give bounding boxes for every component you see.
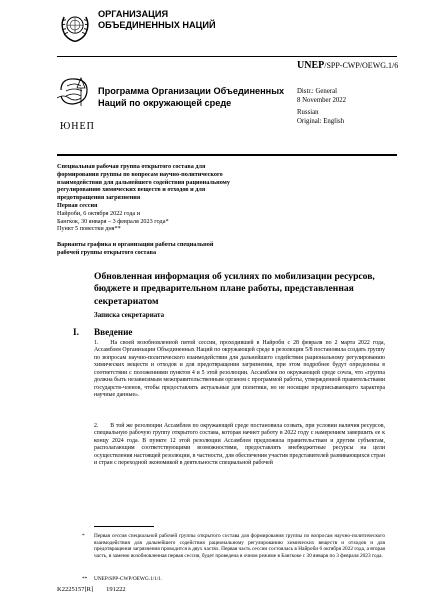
paragraph-2: 2. В той же резолюции Ассамблея по окружающей среде постановила созвать, при условии наличия ресурсов, специальную рабочую группу открытого состава, которая начнет работу в 2022 году с намерением завершить ее к концу 2024 года. В пункте 12 этой резолюции Ассамблея предложила правительствам и другим субъектам, располагающим соответствующими возможностями, предоставлять внебюджетные ресурсы на цели осуществления настоящей резолюции, в частности, для обеспечения участия представителей развивающихся стран и стран с переходной экономикой в деятельности специальной рабочей [94, 423, 385, 467]
meeting-block [57, 163, 237, 233]
document-date: 8 November 2022 [297, 96, 347, 104]
distribution: Distr.: General [297, 88, 338, 95]
agenda-item: Пункт 5 повестки дня** [57, 225, 121, 233]
footnote-1-text: Первая сессия специальной рабочей группы открытого состава для формирования группы по вопросам научно-политического взаимодействия для дальнейшего содействия рациональному регулированию химических веществ и отходов и для предотвращения загрязнения проводится в двух частях. Первая часть сессии состоялась в Найроби 6 октября 2022 года, а вторая часть, в заменю возобновленная первая сессия, будет проведена в очном режиме в Бангкоке с 30 января по 3 февраля 2023 года. [94, 533, 385, 559]
unep-emblem-logo [57, 76, 97, 108]
meeting-session: Первая сессия [57, 201, 98, 209]
footnote-1-mark: * [82, 533, 85, 539]
document-symbol [297, 60, 398, 71]
footnote-rule [94, 526, 154, 527]
section-title: Введение [94, 327, 133, 337]
un-emblem-logo [57, 8, 93, 44]
program-title: Программа Организации Объединенных Наций по окружающей среде [98, 86, 285, 108]
distribution-block [297, 88, 346, 126]
footnote-2-mark: ** [82, 576, 88, 582]
meeting-place-1: Найроби, 6 октября 2022 года и [57, 209, 141, 217]
original-language: Original: English [297, 117, 345, 125]
organization-name: ОРГАНИЗАЦИЯ ОБЪЕДИНЕННЫХ НАЦИЙ [98, 9, 216, 30]
meeting-title: Специальная рабочая группа открытого состава для формирования группы по вопросам научно-политического взаимодействия для дальнейшего содействия рациональному регулированию химических веществ и отходов и для предотвращения загрязнения [57, 163, 230, 202]
section-number: I. [73, 327, 79, 337]
header-rule-bottom [57, 154, 397, 156]
agenda-title: Варианты графика и организации работы специальной рабочей группы открытого состава [57, 241, 214, 256]
unep-wordmark: ЮНЕП [60, 121, 95, 132]
document-subtitle: Записка секретариата [94, 311, 165, 319]
document-code: K2225157[R] 191222 [57, 586, 126, 593]
document-title: Обновленная информация об усилиях по мобилизации ресурсов, бюджете и предварительном плане работы, представленная секретариатом [94, 271, 375, 307]
symbol-rest: /SPP-CWP/OEWG.1/6 [324, 61, 399, 70]
symbol-prefix: UNEP [297, 60, 325, 71]
document-language: Russian [297, 109, 319, 117]
paragraph-1: 1. На своей возобновленной пятой сессии, проходившей в Найроби с 28 февраля по 2 марта 2022 года, Ассамблея Организации Объединенных Наций по окружающей среде в резолюции 5/8 постановила создать группу по вопросам научно-политического взаимодействия для дальнейшего содействия рациональному регулированию химических веществ и отходов и для предотвращения загрязнения, при этом подробнее будут определены в соответствии с положениями пунктов 4 и 5 этой резолюции. Ассамблея по окружающей среде сочла, что «группа должна быть независимым межправительственным органом с программой работы, утвержденной правительствами государств-членов, чтобы предоставлять актуальные для политики, но не носящие предписывающего характера научные данные». [94, 340, 385, 399]
footnote-1 [82, 533, 385, 559]
meeting-place-2: Бангкок, 30 января – 3 февраля 2023 года* [57, 217, 169, 225]
header-rule-top [57, 56, 397, 57]
footnote-2-text: UNEP/SPP-CWP/OEWG.1/1/1. [94, 576, 163, 582]
footnote-2 [82, 576, 385, 583]
